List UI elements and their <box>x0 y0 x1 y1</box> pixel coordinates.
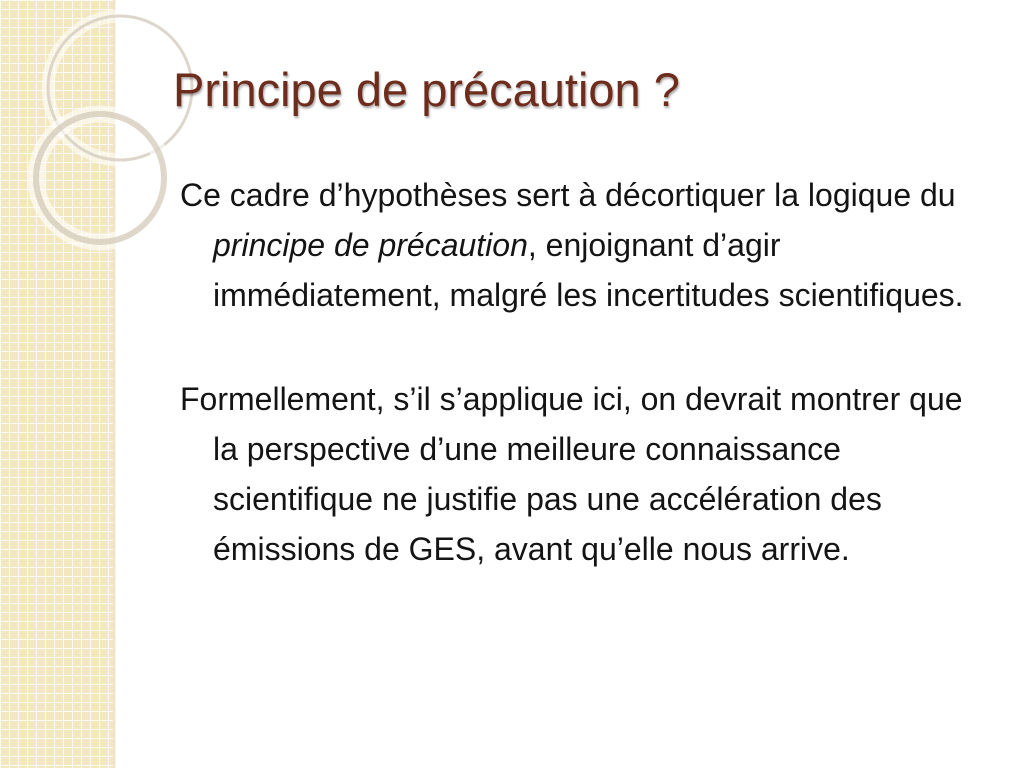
ring-lower <box>36 114 164 242</box>
paragraph-1 <box>180 170 990 320</box>
paragraph-1-text: Ce cadre d’hypothèses sert à décortiquer la logique du <box>180 177 956 213</box>
paragraph-1-emphasis: principe de précaution <box>213 227 528 263</box>
slide-title: Principe de précaution ? <box>173 63 680 116</box>
slide-body <box>180 170 990 574</box>
paragraph-1-text-end: , enjoignant d’agir immédiatement, malgré les incertitudes scientifiques. <box>213 227 964 313</box>
paragraph-2: Formellement, s’il s’applique ici, on devrait montrer que la perspective d’une meilleure connaissance scientifique ne justifie pas une accélération des émissions de GES, avant qu’elle nous arrive. <box>180 381 963 567</box>
ring-outer <box>48 16 192 160</box>
